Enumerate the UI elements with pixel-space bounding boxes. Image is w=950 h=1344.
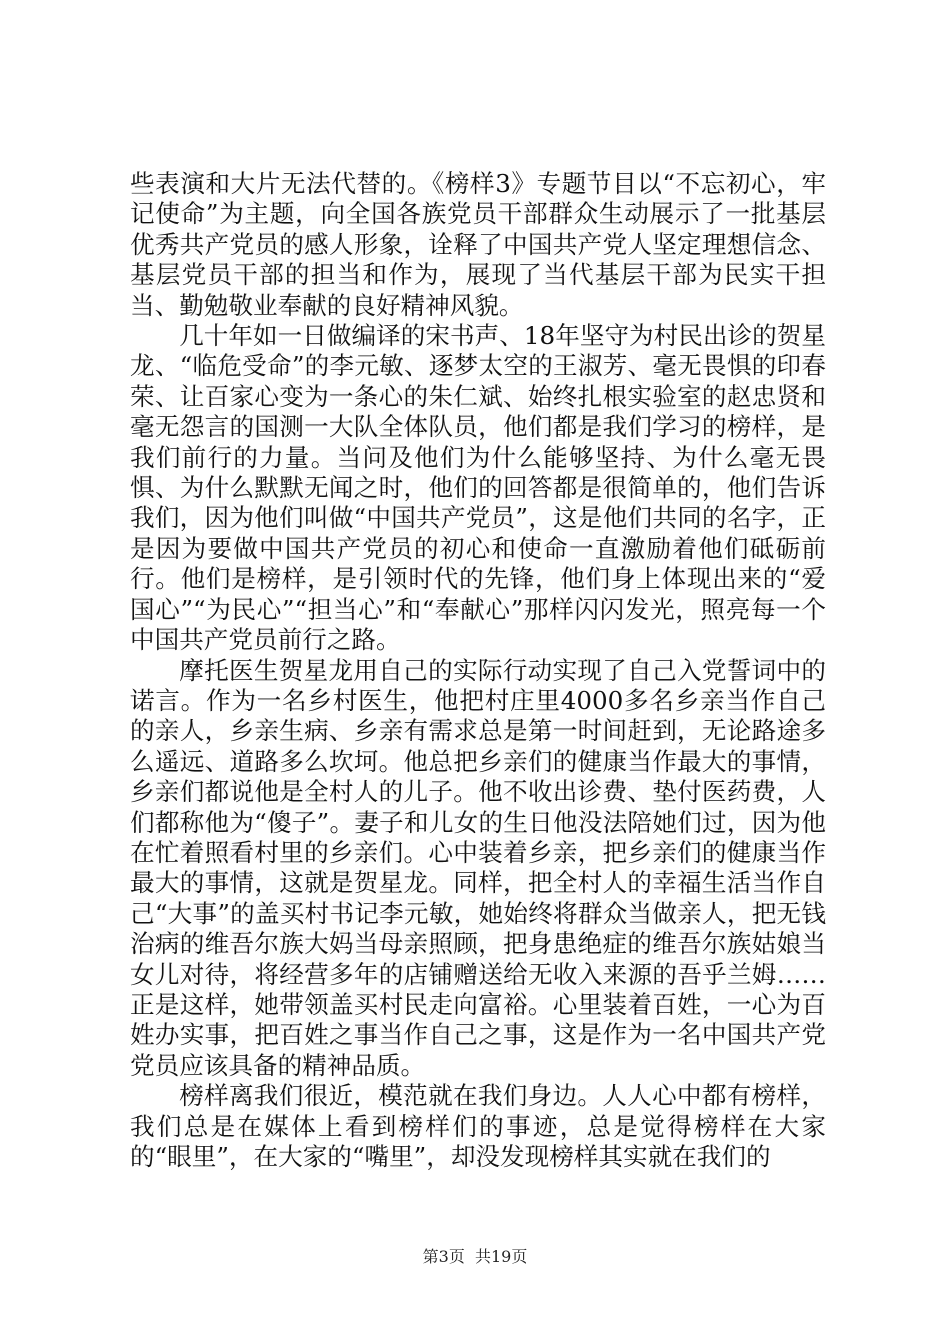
paragraph-2: 几十年如一日做编译的宋书声、18年坚守为村民出诊的贺星龙、“临危受命”的李元敏、逐梦太空的王淑芳、毫无畏惧的印春荣、让百家心变为一条心的朱仁斌、始终扎根实验室的赵忠贤和毫无怨言的国测一大队全体队员，他们都是我们学习的榜样，是我们前行的力量。当问及他们为什么能够坚持、为什么毫无畏惧、为什么默默无闻之时，他们的回答都是很简单的，他们告诉我们，因为他们叫做“中国共产党员”，这是他们共同的名字，正是因为要做中国共产党员的初心和使命一直激励着他们砥砺前行。他们是榜样，是引领时代的先锋，他们身上体现出来的“爱国心”“为民心”“担当心”和“奉献心”那样闪闪发光，照亮每一个中国共产党员前行之路。 xyxy=(130,321,826,655)
paragraph-3: 摩托医生贺星龙用自己的实际行动实现了自己入党誓词中的诺言。作为一名乡村医生，他把村庄里4000多名乡亲当作自己的亲人，乡亲生病、乡亲有需求总是第一时间赶到，无论路途多么遥远、道路多么坎坷。他总把乡亲们的健康当作最大的事情，乡亲们都说他是全村人的儿子。他不收出诊费、垫付医药费，人们都称他为“傻子”。妻子和儿女的生日他没法陪她们过，因为他在忙着照看村里的乡亲们。心中装着乡亲，把乡亲们的健康当作最大的事情，这就是贺星龙。同样，把全村人的幸福生活当作自己“大事”的盖买村书记李元敏，她始终将群众当做亲人，把无钱治病的维吾尔族大妈当母亲照顾，把身患绝症的维吾尔族姑娘当女儿对待，将经营多年的店铺赠送给无收入来源的吾乎兰姆……正是这样，她带领盖买村民走向富裕。心里装着百姓，一心为百姓办实事，把百姓之事当作自己之事，这是作为一名中国共产党党员应该具备的精神品质。 xyxy=(130,655,826,1080)
document-body xyxy=(130,169,826,1172)
paragraph-4: 榜样离我们很近，模范就在我们身边。人人心中都有榜样，我们总是在媒体上看到榜样们的事迹，总是觉得榜样在大家的“眼里”，在大家的“嘴里”，却没发现榜样其实就在我们的 xyxy=(130,1081,826,1171)
page-footer xyxy=(0,1244,950,1267)
paragraph-1: 些表演和大片无法代替的。《榜样3》专题节目以“不忘初心，牢记使命”为主题，向全国各族党员干部群众生动展示了一批基层优秀共产党员的感人形象，诠释了中国共产党人坚定理想信念、基层党员干部的担当和作为，展现了当代基层干部为民实干担当、勤勉敬业奉献的良好精神风貌。 xyxy=(130,169,826,320)
page-number-label: 第3页 共19页 xyxy=(422,1247,528,1266)
